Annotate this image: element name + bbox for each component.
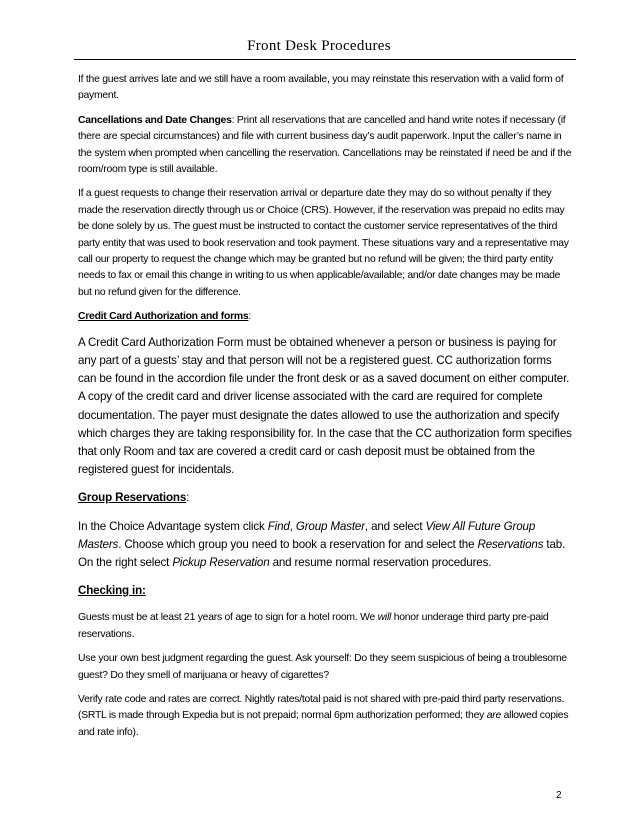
- checkin-rate-paragraph: [78, 692, 572, 741]
- late-arrival-paragraph: If the guest arrives late and we still have a room available, you may reinstate this reservation with a valid form of payment.: [78, 74, 564, 102]
- checkin-are: are: [486, 710, 501, 722]
- group-pickup: Pickup Reservation: [172, 555, 270, 569]
- page-number: 2: [556, 790, 562, 801]
- group-find: Find: [267, 519, 290, 533]
- page-header-title: Front Desk Procedures: [247, 38, 391, 54]
- group-text-1: In the Choice Advantage system click: [78, 519, 268, 533]
- document-body: [78, 72, 572, 749]
- group-paragraph: [78, 518, 572, 573]
- checkin-heading-paragraph: [78, 582, 572, 600]
- cc-heading-paragraph: [78, 309, 572, 325]
- cancellations-text: Print all reservations that are cancelled and hand write notes if necessary (if there are special circumstances) and file with current business day’s audit paperwork. Input the caller’s name in the system when prompted when cancelling the reservation. Cancellations may be reinstated if need be and if the room/room type is still available.: [78, 114, 572, 176]
- group-master: Group Master: [295, 519, 365, 533]
- checkin-will: will: [377, 612, 392, 624]
- checkin-rate-text-2: allowed copies and rate info).: [78, 710, 569, 738]
- group-text-3: , and select: [364, 519, 426, 533]
- cancellations-sep: :: [231, 114, 237, 126]
- cc-heading-colon: :: [248, 311, 252, 323]
- checkin-heading: Checking in:: [78, 584, 146, 598]
- group-heading-colon: :: [186, 491, 190, 505]
- checkin-age-text-1: Guests must be at least 21 years of age to sign for a hotel room. We: [78, 612, 378, 624]
- header-rule: [74, 59, 576, 60]
- group-text-2: ,: [289, 519, 296, 533]
- group-view-all: View All Future Group Masters: [78, 519, 536, 551]
- checkin-age-text-2: honor underage third party pre-paid reservations.: [78, 612, 549, 640]
- group-heading-paragraph: [78, 489, 572, 507]
- checkin-judgment-paragraph: Use your own best judgment regarding the guest. Ask yourself: Do they seem suspicious of being a troublesome guest? Do they smell of marijuana or heavy of cigarettes?: [78, 653, 567, 681]
- cc-paragraph: A Credit Card Authorization Form must be obtained whenever a person or business is paying for any part of a guests’ stay and that person will not be a registered guest. CC authorization forms can be found in the accordion file under the front desk or as a saved document on either computer. A copy of the credit card and driver license associated with the card are required for complete documentation. The payer must designate the dates allowed to use the authorization and specify which charges they are taking responsibility for. In the case that the CC authorization form specifies that only Room and tax are covered a credit card or cash deposit must be obtained from the registered guest for incidentals.: [78, 335, 572, 477]
- cancellations-label: Cancellations and Date Changes: [78, 114, 232, 126]
- group-text-4: . Choose which group you need to book a reservation for and select the: [118, 537, 478, 551]
- cancellations-paragraph: [78, 113, 572, 179]
- checkin-rate-text-1: Verify rate code and rates are correct. Nightly rates/total paid is not shared with pre-paid third party reservations. (SRTL is made through Expedia but is not prepaid; normal 6pm authorization performed; they: [78, 693, 565, 722]
- group-text-5: tab. On the right select: [78, 537, 566, 569]
- checkin-age-paragraph: [78, 610, 572, 643]
- cc-heading: Credit Card Authorization and forms: [78, 311, 249, 323]
- group-text-6: and resume normal reservation procedures.: [269, 555, 492, 569]
- group-heading: Group Reservations: [78, 491, 187, 505]
- date-change-paragraph: If a guest requests to change their reservation arrival or departure date they may do so without penalty if they made the reservation directly through us or Choice (CRS). However, if the reservation was prepaid no edits may be done solely by us. The guest must be instructed to contact the customer service representatives of the third party entity that was used to book reservation and took payment. These situations vary and a representative may call our property to request the change which may be granted but no refund will be given; the third party entity needs to fax or email this change in writing to us when applicable/available; and/or date changes may be made but no refund given for the difference.: [78, 188, 569, 298]
- group-reservations-tab: Reservations: [477, 537, 544, 551]
